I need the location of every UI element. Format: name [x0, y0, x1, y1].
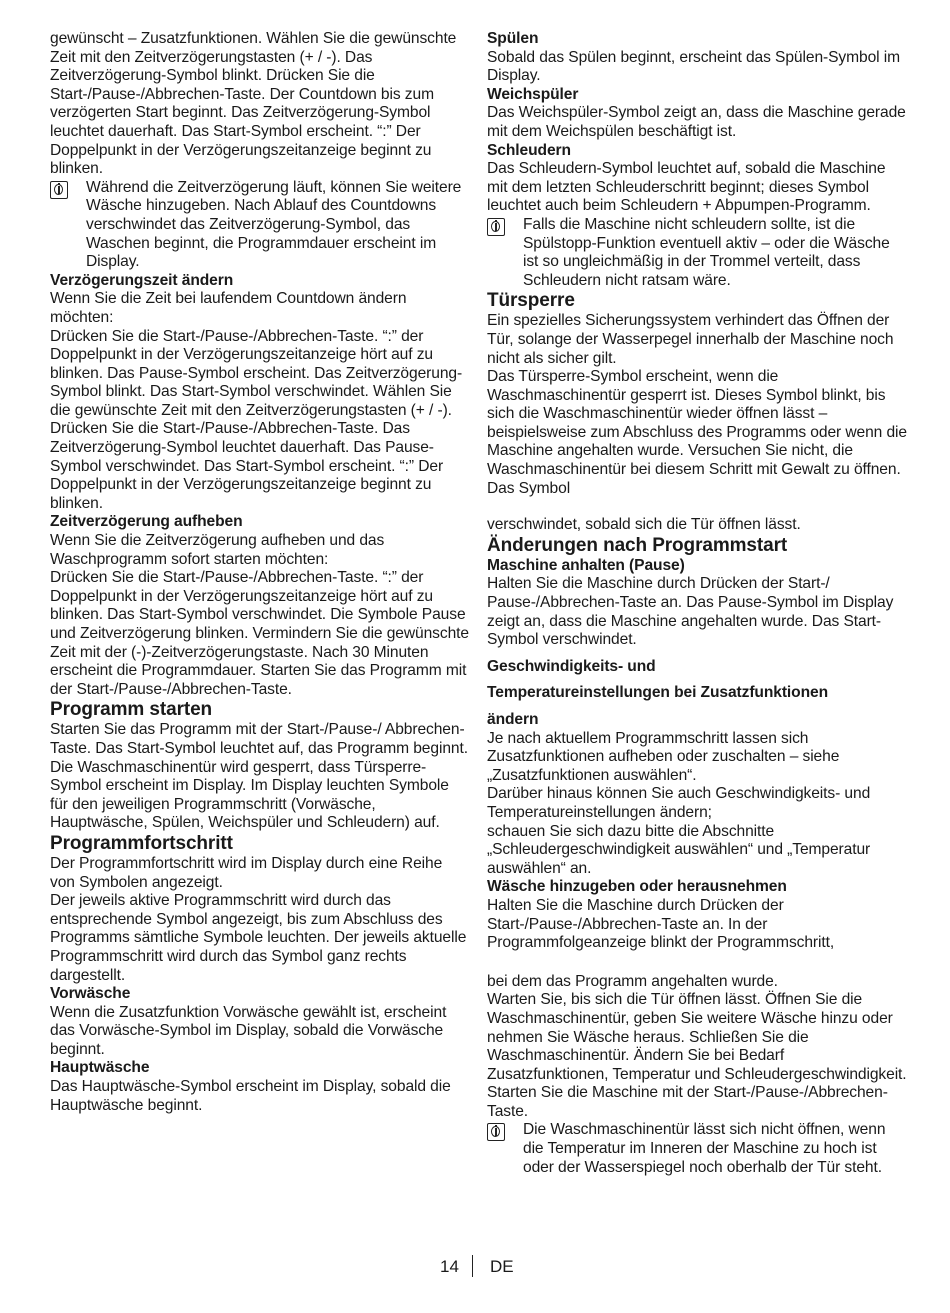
paragraph: Warten Sie, bis sich die Tür öffnen lässt. Öffnen Sie die Waschmaschinentür, geben Sie weitere Wäsche hinzu oder nehmen Sie Wäsche heraus. Schließen Sie die Waschmaschinentür. Ändern Sie bei Bedarf Zusatzfunktionen, Temperatur und Schleudergeschwindigkeit. Starten Sie die Maschine mit der Start-/Pause-/Abbrechen-Taste. — [487, 991, 907, 1120]
paragraph: Drücken Sie die Start-/Pause-/Abbrechen-Taste. “:” der Doppelpunkt in der Verzögerungszeitanzeige hört auf zu blinken. Das Pause-Symbol erscheint. Das Zeitverzögerung-Symbol blinkt. Das Start-Symbol verschwindet. Wählen Sie die gewünschte Zeit mit den Zeitverzögerungstasten (+ / -). Drücken Sie die Start-/Pause-/Abbrechen-Taste. Das Zeitverzögerung-Symbol leuchtet dauerhaft. Das Pause-Symbol verschwindet. Das Start-Symbol erscheint. “:” Der Doppelpunkt in der Verzögerungszeitanzeige beginnt zu blinken. — [50, 327, 463, 512]
subsection-heading: ändern — [487, 711, 539, 728]
paragraph: bei dem das Programm angehalten wurde. — [487, 972, 778, 990]
paragraph: Der jeweils aktive Programmschritt wird durch das entsprechende Symbol angezeigt, bis zum Abschluss des Programms sämtliche Symbole leuchten. Der jeweils aktuelle Programmschritt wird durch das Symbol ganz rechts dargestellt. — [50, 892, 467, 984]
paragraph: Wenn Sie die Zeitverzögerung aufheben und das Waschprogramm sofort starten möchten: — [50, 532, 385, 568]
paragraph: verschwindet, sobald sich die Tür öffnen lässt. — [487, 516, 801, 534]
right-column — [487, 30, 907, 1177]
subsection-heading: Maschine anhalten (Pause) — [487, 556, 685, 574]
subsection-heading: Geschwindigkeits- und — [487, 657, 656, 675]
paragraph: Das Schleudern-Symbol leuchtet auf, sobald die Maschine mit dem letzten Schleuderschritt beginnt; dieses Symbol leuchtet auch beim Schleudern + Abpumpen-Programm. — [487, 160, 886, 215]
info-note — [50, 179, 470, 272]
info-note-text: Die Waschmaschinentür lässt sich nicht öffnen, wenn die Temperatur im Inneren der Maschine zu hoch ist oder der Wasserspiegel noch oberhalb der Tür steht. — [523, 1121, 886, 1176]
info-note — [487, 1121, 907, 1177]
paragraph: Das Türsperre-Symbol erscheint, wenn die Waschmaschinentür gesperrt ist. Dieses Symbol blinkt, bis sich die Waschmaschinentür wieder öffnen lässt – beispielsweise zum Abschluss des Programms oder wenn die Maschine angehalten wurde. Versuchen Sie nicht, die Waschmaschinentür bei diesem Schritt mit Gewalt zu öffnen. Das Symbol — [487, 368, 907, 497]
page-footer — [0, 1255, 950, 1279]
paragraph: Darüber hinaus können Sie auch Geschwindigkeits- und Temperatureinstellungen ändern; — [487, 785, 871, 821]
paragraph: Das Weichspüler-Symbol zeigt an, dass die Maschine gerade mit dem Weichspülen beschäftigt ist. — [487, 104, 906, 140]
paragraph: Wenn Sie die Zeit bei laufendem Countdown ändern möchten: — [50, 290, 407, 326]
paragraph: Das Hauptwäsche-Symbol erscheint im Display, sobald die Hauptwäsche beginnt. — [50, 1078, 451, 1114]
paragraph: Der Programmfortschritt wird im Display durch eine Reihe von Symbolen angezeigt. — [50, 854, 443, 891]
section-heading: Türsperre — [487, 290, 575, 312]
info-note-text: Während die Zeitverzögerung läuft, können Sie weitere Wäsche hinzugeben. Nach Ablauf des Countdowns verschwindet das Zeitverzögerung-Symbol, das Waschen beginnt, die Programmdauer erscheint im Display. — [86, 178, 462, 271]
subsection-heading: Wäsche hinzugeben oder herausnehmen — [487, 878, 787, 896]
paragraph: schauen Sie sich dazu bitte die Abschnitte „Schleudergeschwindigkeit auswählen“ und „Temperatur auswählen“ an. — [487, 822, 871, 877]
left-column — [50, 30, 470, 1115]
paragraph: Halten Sie die Maschine durch Drücken der Start-/Pause-/Abbrechen-Taste an. In der Programmfolgeanzeige blinkt der Programmschritt, — [487, 896, 835, 952]
subsection-heading: Spülen — [487, 30, 539, 47]
footer-separator — [472, 1255, 473, 1277]
info-note-text: Falls die Maschine nicht schleudern sollte, ist die Spülstopp-Funktion eventuell aktiv – oder die Wäsche ist so ungleichmäßig in der Trommel verteilt, dass Schleudern nicht ratsam wäre. — [523, 215, 890, 289]
paragraph: Wenn die Zusatzfunktion Vorwäsche gewählt ist, erscheint das Vorwäsche-Symbol im Display, sobald die Vorwäsche beginnt. — [50, 1003, 447, 1058]
subsection-heading: Zeitverzögerung aufheben — [50, 513, 243, 531]
section-heading: Programm starten — [50, 699, 213, 721]
info-icon — [50, 181, 68, 199]
paragraph: Halten Sie die Maschine durch Drücken der Start-/ Pause-/Abbrechen-Taste an. Das Pause-Symbol im Display zeigt an, dass die Maschine angehalten wurde. Das Start-Symbol verschwindet. — [487, 575, 894, 649]
subsection-heading: Temperatureinstellungen bei Zusatzfunktionen — [487, 684, 829, 702]
paragraph: Drücken Sie die Start-/Pause-/Abbrechen-Taste. “:” der Doppelpunkt in der Verzögerungszeitanzeige hört auf zu blinken. Das Start-Symbol verschwindet. Die Symbole Pause und Zeitverzögerung blinken. Vermindern Sie die gewünschte Zeit mit der (-)-Zeitverzögerungstaste. Nach 30 Minuten erscheint die Programmdauer. Starten Sie das Programm mit der Start-/Pause-/Abbrechen-Taste. — [50, 569, 469, 698]
subsection-heading: Hauptwäsche — [50, 1059, 150, 1077]
section-heading: Änderungen nach Programmstart — [487, 534, 788, 556]
info-note — [487, 216, 907, 290]
paragraph: Sobald das Spülen beginnt, erscheint das Spülen-Symbol im Display. — [487, 48, 900, 85]
subsection-heading: Schleudern — [487, 141, 571, 159]
paragraph: Starten Sie das Programm mit der Start-/Pause-/ Abbrechen-Taste. Das Start-Symbol leuchtet auf, das Programm beginnt. Die Waschmaschinentür wird gesperrt, dass Türsperre-Symbol erscheint im Display. Im Display leuchten Symbole für den jeweiligen Programmschritt (Vorwäsche, Hauptwäsche, Spülen, Weichspüler und Schleudern) auf. — [50, 721, 468, 832]
paragraph: gewünscht – Zusatzfunktionen. Wählen Sie die gewünschte Zeit mit den Zeitverzögerungstasten (+ / -). Das Zeitverzögerung-Symbol blinkt. Drücken Sie die Start-/Pause-/Abbrechen-Taste. Der Countdown bis zum verzögerten Start beginnt. Das Zeitverzögerung-Symbol leuchtet dauerhaft. Das Start-Symbol erscheint. “:” Der Doppelpunkt in der Verzögerungszeitanzeige beginnt zu blinken. — [50, 30, 457, 178]
subsection-heading: Verzögerungszeit ändern — [50, 271, 234, 289]
subsection-heading: Weichspüler — [487, 85, 579, 103]
language-code: DE — [490, 1257, 514, 1276]
info-icon — [487, 1123, 505, 1141]
subsection-heading: Vorwäsche — [50, 985, 131, 1003]
paragraph: Ein spezielles Sicherungssystem verhindert das Öffnen der Tür, solange der Wasserpegel innerhalb der Maschine noch nicht als sicher gilt. — [487, 312, 894, 367]
paragraph: Je nach aktuellem Programmschritt lassen sich Zusatzfunktionen aufheben oder zuschalten – siehe „Zusatzfunktionen auswählen“. — [487, 729, 840, 784]
page-number: 14 — [440, 1257, 459, 1276]
section-heading: Programmfortschritt — [50, 832, 233, 854]
info-icon — [487, 218, 505, 236]
